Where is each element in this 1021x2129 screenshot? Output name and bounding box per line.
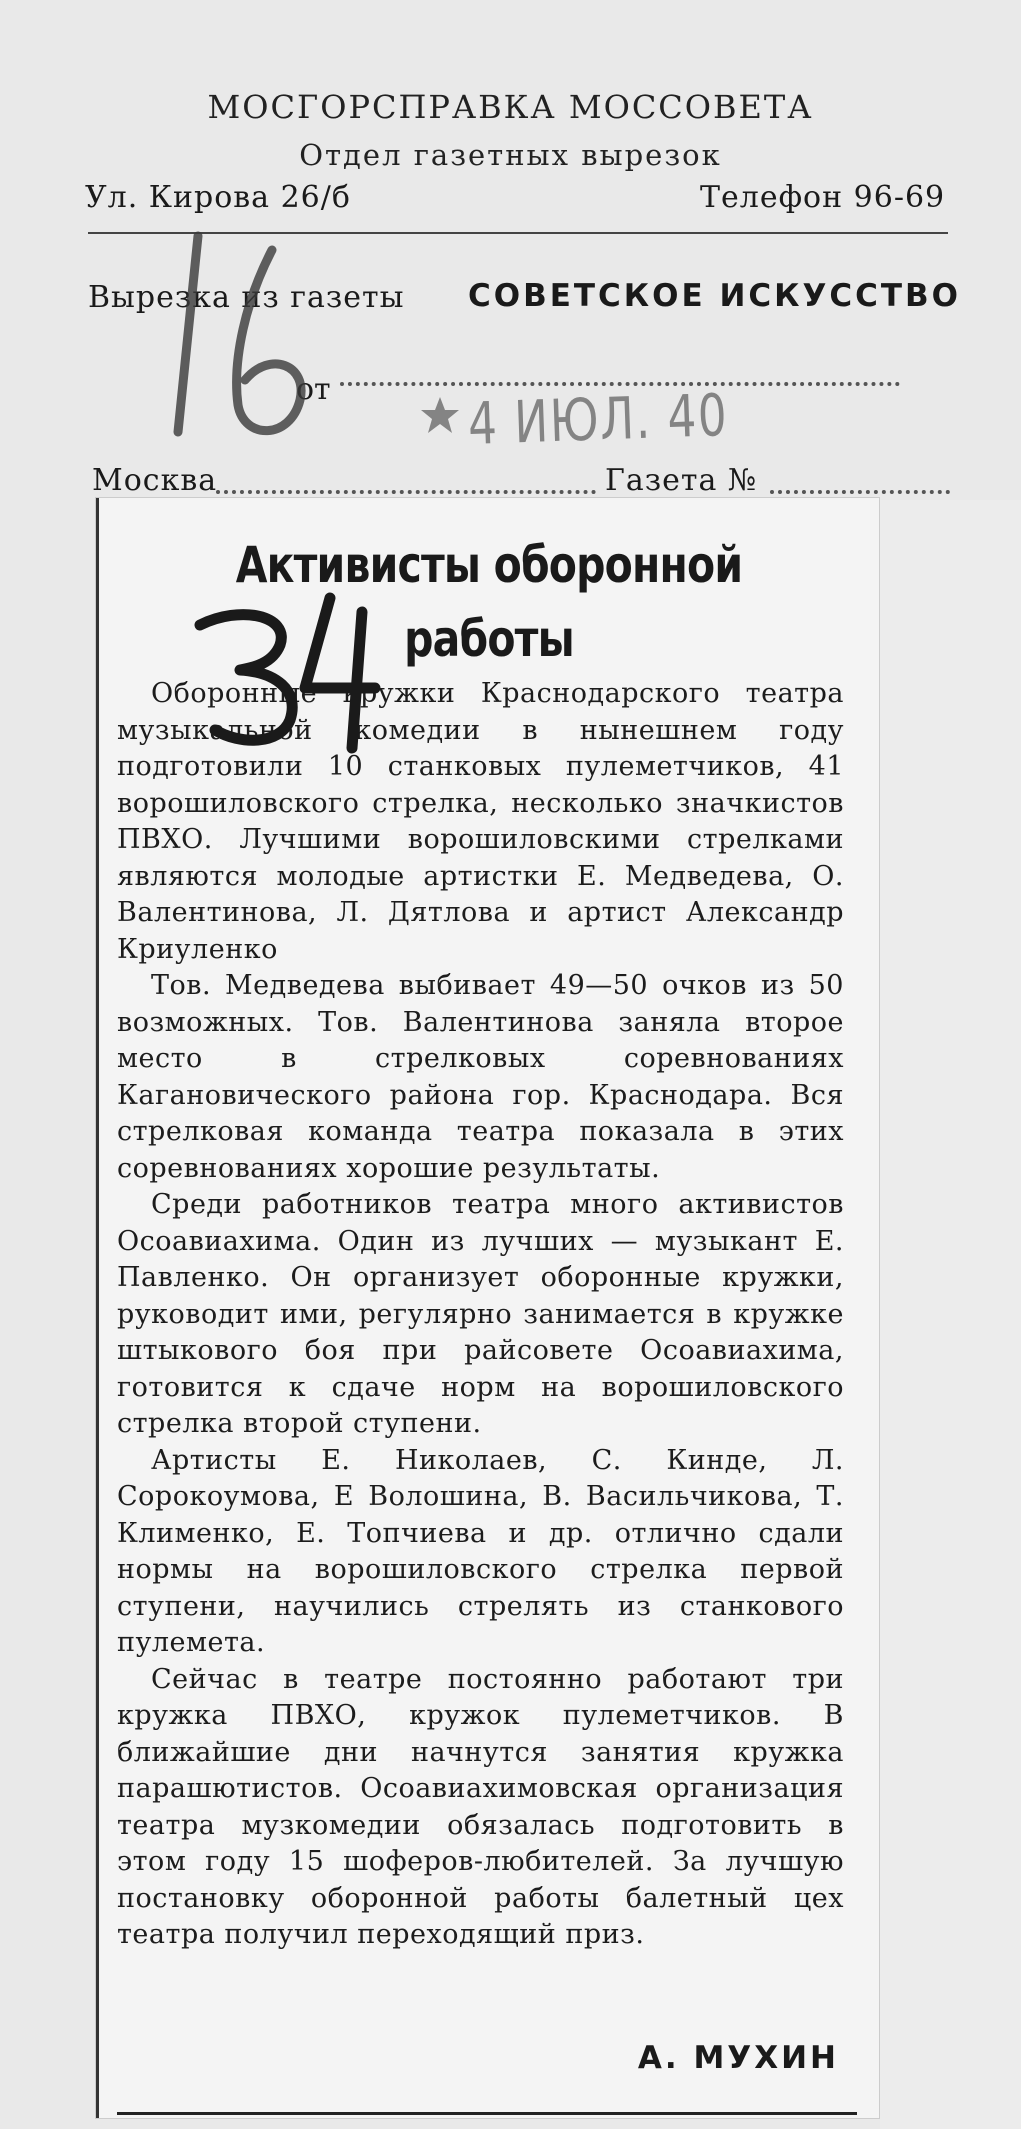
clipping-bottom-rule: [117, 2112, 857, 2115]
newspaper-clipping: [96, 498, 879, 2118]
article-paragraph: Тов. Медведева выбивает 49—50 очков из 50 возможных. Тов. Валентинова заняла второе место в стрелковых соревнованиях Кагановического района гор. Краснодара. Вся стрелковая команда театра показала в этих соревнованиях хорошие результаты.: [117, 970, 844, 1184]
phone-number: Телефон 96-69: [700, 180, 946, 215]
clip-label: Вырезка из газеты: [88, 280, 405, 315]
article-title-line-2: работы: [404, 610, 574, 668]
article-author: А. МУХИН: [637, 2040, 839, 2076]
date-label: от: [296, 372, 331, 407]
date-stamp: 4 ИЮЛ. 40: [466, 380, 730, 458]
city-label: Москва: [92, 463, 218, 498]
article-paragraph: Артисты Е. Николаев, С. Кинде, Л. Сорокоумова, Е Волошина, В. Васильчикова, Т. Клименко, Е. Топчиева и др. отлично сдали нормы на ворошиловского стрелка первой ступени, научились стрелять из станкового пулемета.: [117, 1444, 844, 1658]
address: Ул. Кирова 26/б: [85, 180, 351, 215]
gazeta-dotted-line: [770, 490, 950, 494]
article-paragraph: Среди работников театра много активистов Осоавиахима. Один из лучших — музыкант Е. Павленко. Он организует оборонные кружки, руководит ими, регулярно занимается в кружке штыкового боя при райсовете Осоавиахима, готовится к сдаче норм на ворошиловского стрелка второй ступени.: [117, 1189, 844, 1439]
department-name: Отдел газетных вырезок: [299, 138, 722, 172]
header-divider: [88, 232, 948, 234]
newspaper-name: СОВЕТСКОЕ ИСКУССТВО: [468, 278, 962, 314]
article-title: [169, 528, 809, 676]
gazeta-number-label: Газета №: [605, 463, 758, 498]
city-dotted-line: [216, 490, 596, 494]
org-name: МОСГОРСПРАВКА МОССОВЕТА: [207, 88, 814, 126]
article-title-line-1: Активисты оборонной: [235, 536, 743, 594]
article-paragraph: Сейчас в театре постоянно работают три кружка ПВХО, кружок пулеметчиков. В ближайшие дни начнутся занятия кружка парашютистов. Осоавиахимовская организация театра музкомедии обязалась подготовить в этом году 15 шоферов-любителей. За лучшую постановку оборонной работы балетный цех театра получил переходящий приз.: [117, 1663, 844, 1950]
article-body: [117, 676, 844, 1954]
star-stamp-icon: [420, 395, 460, 435]
card-backing: [880, 500, 1021, 2129]
handwritten-number-16: [178, 236, 301, 432]
article-paragraph: Оборонные кружки Краснодарского театра музыкальной комедии в нынешнем году подготовили 10 станковых пулеметчиков, 41 ворошиловского стрелка, несколько значкистов ПВХО. Лучшими ворошиловскими стрелками являются молодые артистки Е. Медведева, О. Валентинова, Л. Дятлова и артист Александр Криуленко: [117, 678, 844, 965]
